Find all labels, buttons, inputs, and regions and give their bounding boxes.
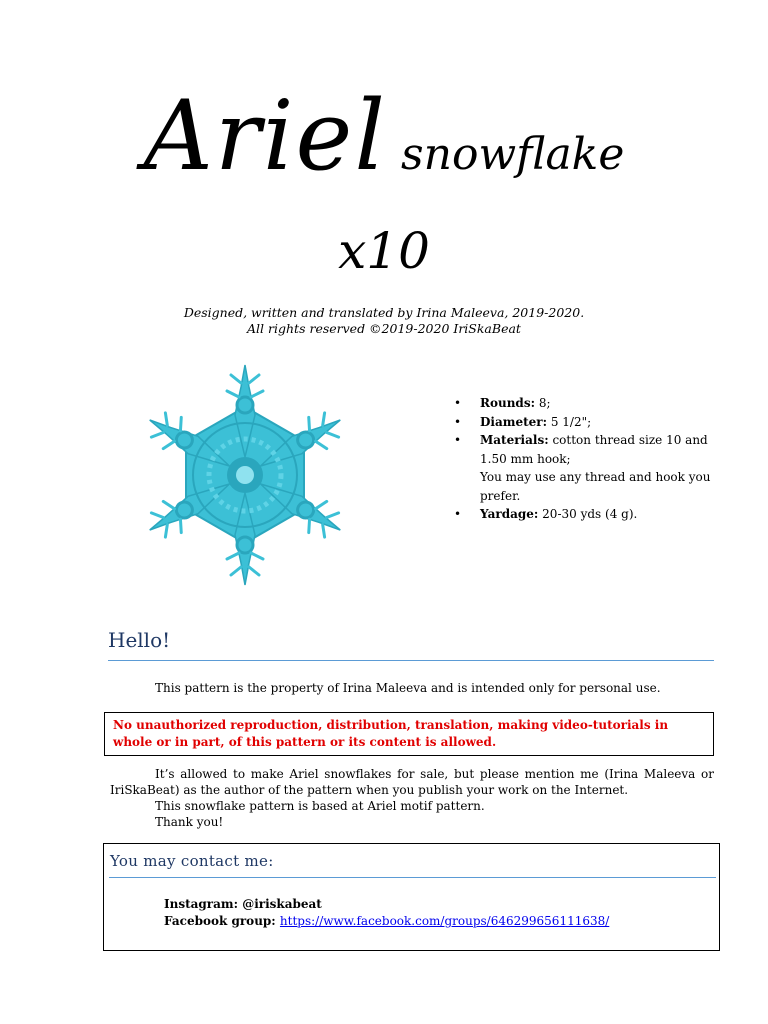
- facebook-line: Facebook group: https://www.facebook.com/groups/646299656111638/: [164, 914, 610, 928]
- contact-box: [103, 843, 720, 951]
- credit: [0, 305, 768, 337]
- contact-heading: You may contact me:: [110, 852, 274, 870]
- contact-divider: [109, 877, 716, 878]
- snowflake-photo: [100, 355, 390, 595]
- spec-diameter: • Diameter: 5 1/2";: [452, 413, 722, 432]
- credit-line-1: Designed, written and translated by Irina Maleeva, 2019-2020.: [183, 305, 585, 320]
- body-text: [110, 766, 714, 830]
- facebook-link[interactable]: https://www.facebook.com/groups/646299656111638/: [279, 914, 610, 928]
- count-label: x10: [338, 222, 430, 280]
- specs-list: [452, 394, 722, 524]
- warning-box: [104, 712, 714, 756]
- title-sub: snowflake: [401, 129, 625, 180]
- spec-yardage: • Yardage: 20-30 yds (4 g).: [452, 505, 722, 524]
- materials-note: You may use any thread and hook you prefer.: [480, 470, 711, 503]
- credit-line-2: All rights reserved ©2019-2020 IriSkaBeat: [247, 321, 521, 336]
- spec-rounds: • Rounds: 8;: [452, 394, 722, 413]
- sale-paragraph: It’s allowed to make Ariel snowflakes for sale, but please mention me (Irina Maleeva or IriSkaBeat) as the author of the pattern when you publish your work on the Internet.: [110, 767, 714, 797]
- property-paragraph: This pattern is the property of Irina Maleeva and is intended only for personal use.: [155, 681, 661, 695]
- thanks-paragraph: Thank you!: [155, 815, 224, 829]
- based-paragraph: This snowflake pattern is based at Ariel motif pattern.: [155, 799, 485, 813]
- hello-divider: [108, 660, 714, 661]
- warning-text: No unauthorized reproduction, distribution, translation, making video-tutorials in whole or in part, of this pattern or its content is allowed.: [113, 718, 669, 749]
- document-title: [0, 80, 768, 192]
- spec-materials: • Materials: cotton thread size 10 and 1.50 mm hook; You may use any thread and hook you prefer.: [452, 431, 722, 505]
- title-main: Ariel: [143, 80, 388, 192]
- hello-heading: Hello!: [108, 628, 171, 652]
- instagram-line: Instagram: @iriskabeat: [164, 897, 322, 911]
- contact-lines: [164, 896, 609, 930]
